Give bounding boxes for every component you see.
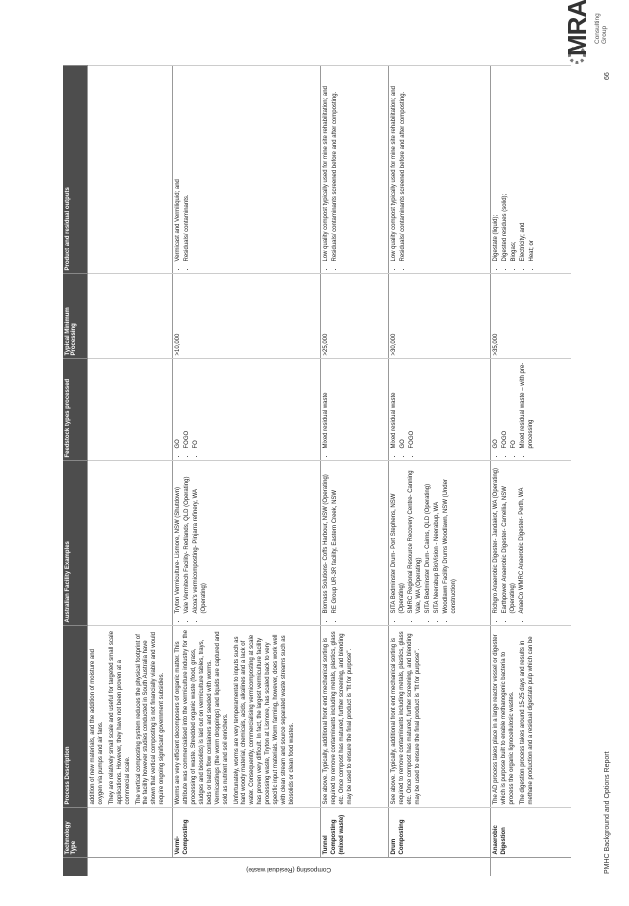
table-header-row — [63, 66, 88, 876]
feedstock-types — [389, 359, 491, 461]
facility-example-item: • Woodlawn Facility Drums Woodlawn, NSW (Under construction) — [443, 465, 459, 614]
table-row — [321, 66, 389, 876]
product-outputs — [389, 66, 491, 274]
table-row — [389, 66, 491, 876]
feedstock-item: • GO — [175, 363, 183, 449]
description-paragraph: Unfortunately, worms are very temperamental to inputs such as hard woody material, chemicals, acids, alkalines and a lack of water. Consequently, commercialising vermicomposting at scale has proven very difficult. In fact, the largest vermiculture facility processing waste, Tryton at Lismore, has scaled back to very specific input materials. Worm farming, however, does work well with clean stream and source separated waste streams such as biosolids or clean food wastes. — [233, 634, 295, 805]
technology-type: Tunnel Composting (mixed waste) — [321, 808, 389, 858]
table-body — [88, 66, 571, 876]
min-processing: >25,000 — [321, 274, 389, 359]
category-cell-empty — [491, 858, 571, 876]
feedstock-item: • Mixed residual waste — [323, 363, 331, 449]
facility-example-item: • Alcoa's vermicomposting- Pinjarra refinery, WA (Operating) — [193, 465, 209, 614]
feedstock-item: • GO — [400, 363, 408, 449]
min-processing: >35,000 — [491, 274, 571, 359]
description-paragraph: See above. Typically, additional front end mechanical sorting is required to remove contaminants including metals, plastics, glass etc. Once compost has matured, further screening, and blending may be used to ensure the final product is "fit for purpose". — [391, 631, 421, 805]
technology-type: Drum Composting — [389, 808, 491, 858]
facility-example-item: • Earthpower Anaerobic Digester- Camellia, NSW (Operating) — [502, 465, 518, 614]
output-item: • Residuals/ contaminants screened before and after composting. — [400, 70, 408, 262]
facility-example-item: • SITA Bedminster Drum- Cairns, QLD (Operating) — [425, 465, 433, 614]
output-item: • Vermicast and Vermiliquid; and — [175, 70, 183, 262]
footer-title: PMHC Background and Options Report — [604, 751, 611, 874]
category-cell — [88, 858, 491, 876]
product-outputs — [88, 66, 173, 274]
feedstock-list — [175, 363, 201, 458]
output-list — [175, 70, 192, 271]
feedstock-item: • FO — [193, 363, 201, 449]
mra-logo — [560, 0, 620, 64]
description-paragraph: The digestion process takes around 15-25 days and results in methane production and a residual digestate pulp which can be — [519, 636, 534, 805]
product-outputs — [321, 66, 389, 274]
technology-type — [88, 808, 173, 858]
process-description — [321, 626, 389, 808]
output-item: • Low quality compost typically used for mine site rehabilitation; and — [323, 70, 331, 262]
feedstock-list — [391, 363, 417, 458]
header-process-description: Process Description — [63, 626, 88, 808]
feedstock-item: • Mixed residual waste – with pre-processing — [520, 363, 536, 449]
facility-examples — [88, 461, 173, 626]
category-label: Composting (Residual waste) — [246, 866, 332, 873]
feedstock-item: • FOGO — [184, 363, 192, 449]
description-paragraph: addition of new materials, and the addition of moisture and oxygen via pumps and air fans. — [90, 649, 104, 805]
process-description — [173, 626, 321, 808]
output-item: • Digested residues (solid); — [502, 70, 510, 262]
product-outputs — [491, 66, 571, 274]
output-item: • Digestate (liquid); — [493, 70, 501, 262]
header-category — [63, 858, 88, 876]
min-processing — [88, 274, 173, 359]
facility-examples — [389, 461, 491, 626]
header-technology-type: Technology Type — [63, 808, 88, 858]
min-processing: >10,000 — [173, 274, 321, 359]
feedstock-types — [321, 359, 389, 461]
output-item: • Heat; or — [529, 70, 537, 262]
product-outputs — [173, 66, 321, 274]
process-description — [88, 626, 173, 808]
output-list — [493, 70, 537, 271]
description-paragraph: See above. Typically, additional front end mechanical sorting is required to remove contaminants including metals, plastics, glass etc. Once compost has matured, further screening, and blending may be used to ensure the final product is "fit for purpose". — [323, 631, 353, 805]
technology-type: Vermi-Composting — [173, 808, 321, 858]
feedstock-item: • Mixed residual waste — [391, 363, 399, 449]
facility-example-list — [175, 465, 209, 623]
table-row — [491, 66, 571, 876]
header-feedstock: Feedstock types processed — [63, 359, 88, 461]
page-number: 66 — [604, 72, 611, 80]
facility-example-item: • SITA Neerabup BioVision - Neerabup, WA — [434, 465, 442, 614]
feedstock-types — [88, 359, 173, 461]
facility-example-list — [323, 465, 340, 623]
facility-example-item: • Tryton Vermiculture- Lismore, NSW (Shutdown) — [175, 465, 183, 614]
technology-table — [63, 66, 571, 877]
description-paragraph: The AD process takes place in a large reactor vessel or digester which is purpose built to enable methanogenic bacteria to process the organic lignocellulosic wastes. — [493, 634, 515, 805]
output-item: • Electricity; and — [520, 70, 528, 262]
facility-example-item: • Richgro Anaerobic Digester- Jandakot, WA (Operating) — [493, 465, 501, 614]
facility-example-item: • SMRC Regional Resource Recovery Centre- Canning Vale, WA (Operating) — [408, 465, 424, 614]
feedstock-item: • GO — [493, 363, 501, 449]
feedstock-types — [491, 359, 571, 461]
feedstock-list — [493, 363, 536, 458]
description-paragraph: Worms are very efficient decomposers of organic matter. This attribute was commercialised into the vermiculture industry for the processing of waste. Shredded organic waste (food, grass, sludges and biosolids) is laid out on vermiculture tables, trays, beds or batch flow containers and seeded with worms. Vermicastings (the worm droppings) and liquids are captured and sold as nutrient and soil enrichers. — [175, 630, 229, 805]
technology-type: Anaerobic Digestion — [491, 808, 571, 858]
facility-example-list — [493, 465, 527, 623]
header-min-processing: Typical Minimum Processing — [63, 274, 88, 359]
output-item: • Residuals/ contaminants screened before and after composting. — [332, 70, 340, 262]
facility-example-list — [391, 465, 458, 623]
facility-example-item: • Biomass Solutions- Coffs Harbour, NSW (Operating) — [323, 465, 331, 614]
feedstock-types — [173, 359, 321, 461]
facility-examples — [491, 461, 571, 626]
output-list — [391, 70, 408, 271]
feedstock-item: • FO — [511, 363, 519, 449]
output-item: • Residuals/ contaminants. — [184, 70, 192, 262]
facility-examples — [321, 461, 389, 626]
output-item: • Biogas; — [511, 70, 519, 262]
description-paragraph: The vertical composting system reduces the physical footprint of the facility however studies conducted in South Australia have shown that vertical composting is not financially viable and would require ongoing significant government subsidies. — [135, 632, 166, 805]
facility-examples — [173, 461, 321, 626]
facility-example-item: • SITA Bedminster Drum- Port Stephens, NSW (Operating) — [391, 465, 407, 614]
process-description — [389, 626, 491, 808]
feedstock-item: • FOGO — [502, 363, 510, 449]
facility-example-item: • Vale Vermitech Facility- Redlands, QLD (Operating) — [184, 465, 192, 614]
logo-name: MRA — [562, 0, 592, 56]
output-item: • Low quality compost typically used for mine site rehabilitation; and — [391, 70, 399, 262]
header-facility-examples: Australian Facility Examples — [63, 461, 88, 626]
description-paragraph: They are relatively small scale and useful for targeted small scale applications. However, they have not been proven at a commercial scale. — [108, 631, 131, 805]
feedstock-list — [323, 363, 331, 458]
min-processing: >30,000 — [389, 274, 491, 359]
feedstock-item: • FOGO — [409, 363, 417, 449]
header-outputs: Product and residual outputs — [63, 66, 88, 274]
table-row — [173, 66, 321, 876]
facility-example-item: • AnaeCo WMRC Anaerobic Digester- Perth, WA — [519, 465, 527, 614]
facility-example-item: • RE Group UR-3R facility, Eastern Creek, NSW — [332, 465, 340, 614]
output-list — [323, 70, 340, 271]
logo-tagline: Consulting Group — [594, 13, 608, 44]
table-row — [88, 66, 173, 876]
process-description — [491, 626, 571, 808]
